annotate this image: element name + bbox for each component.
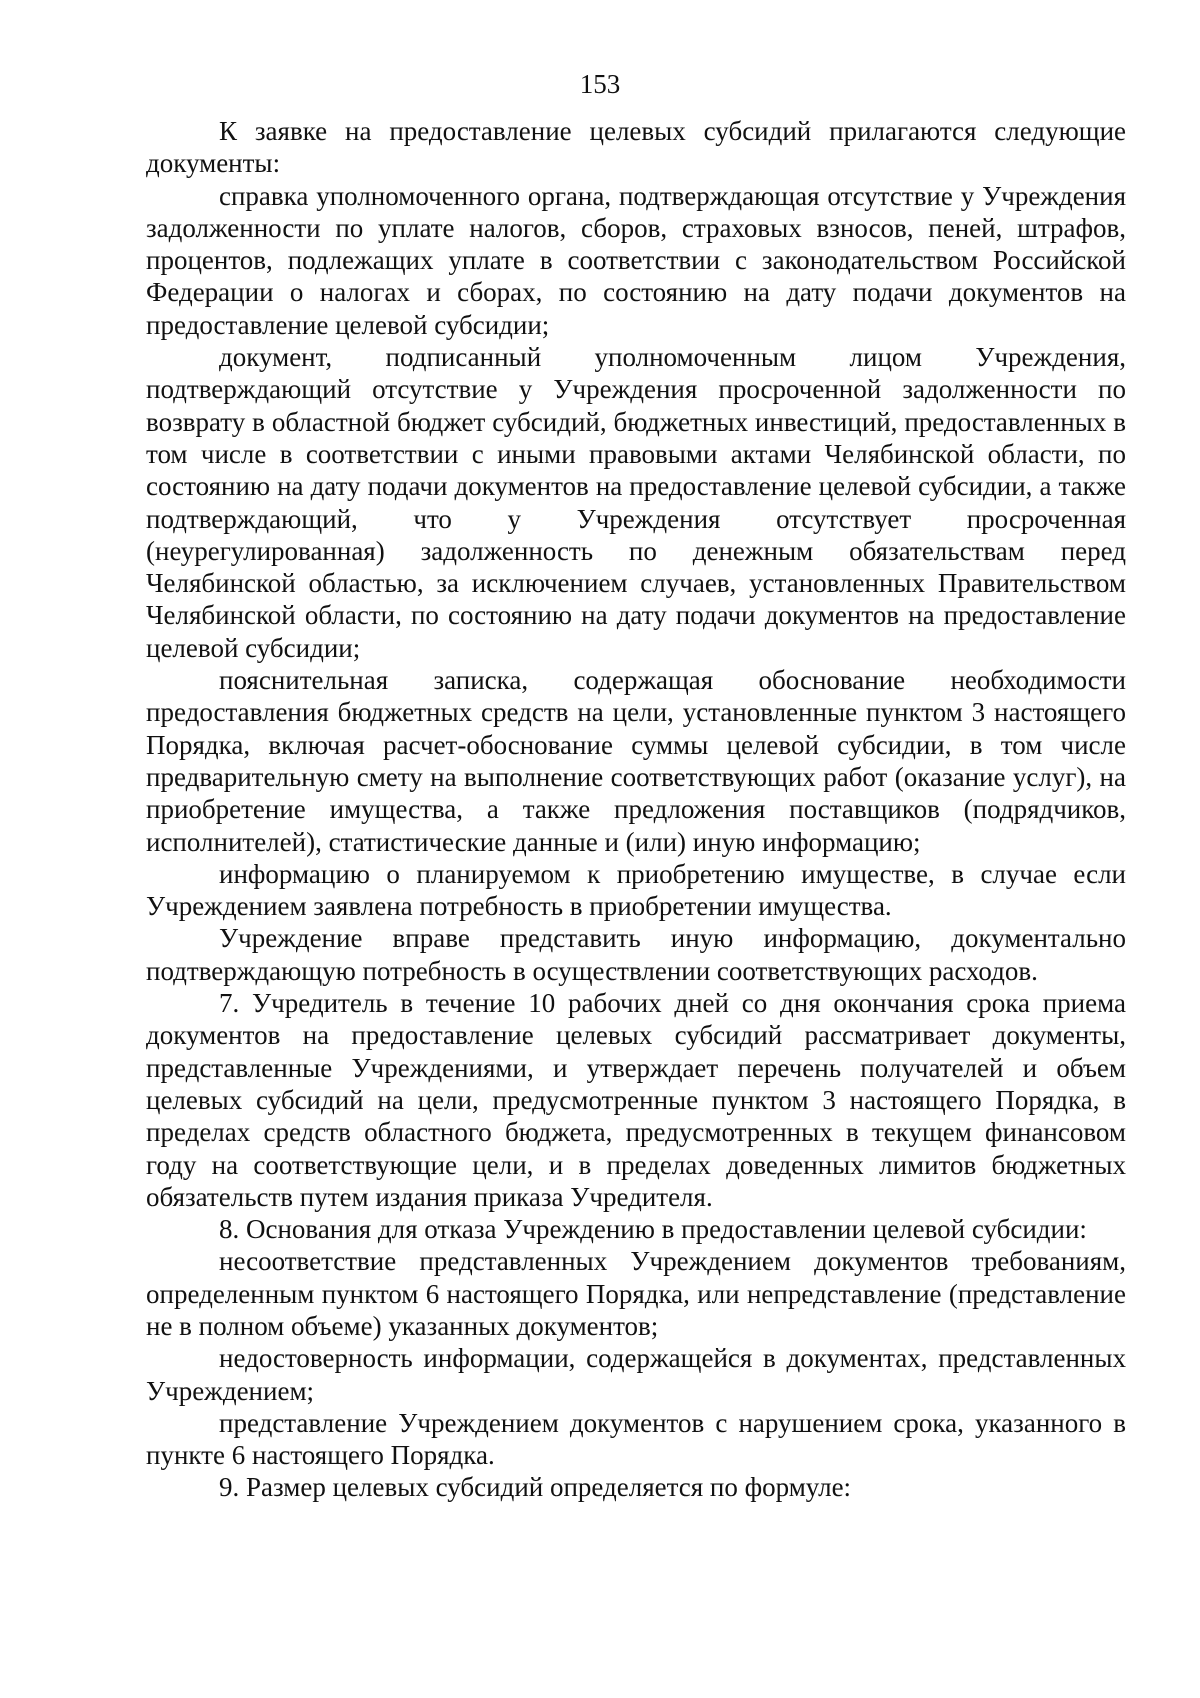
paragraph-signed-document: документ, подписанный уполномоченным лицом Учреждения, подтверждающий отсутствие у Учреждения просроченной задолженности по возврату в областной бюджет субсидий, бюджетных инвестиций, предоставленных в том числе в соответствии с иными правовыми актами Челябинской области, по состоянию на дату подачи документов на предоставление целевой субсидии, а также подтверждающий, что у Учреждения отсутствует просроченная (неурегулированная) задолженность по денежным обязательствам перед Челябинской областью, за исключением случаев, установленных Правительством Челябинской области, по состоянию на дату подачи документов на предоставление целевой субсидии; [146, 342, 1126, 663]
paragraph-property-info: информацию о планируемом к приобретению имуществе, в случае если Учреждением заявлена потребность в приобретении имущества. [146, 858, 1126, 922]
paragraph-late-submission: представление Учреждением документов с нарушением срока, указанного в пункте 6 настоящего Порядка. [146, 1407, 1126, 1471]
paragraph-unreliable-info: недостоверность информации, содержащейся в документах, представленных Учреждением; [146, 1343, 1126, 1406]
paragraph-item-8: 8. Основания для отказа Учреждению в предоставлении целевой субсидии: [219, 1214, 1087, 1245]
paragraph-application-documents: К заявке на предоставление целевых субсидий прилагаются следующие документы: [146, 116, 1126, 179]
paragraph-other-info: Учреждение вправе представить иную информацию, документально подтверждающую потребность в осуществлении соответствующих расходов. [146, 923, 1126, 986]
paragraph-tax-certificate: справка уполномоченного органа, подтверждающая отсутствие у Учреждения задолженности по уплате налогов, сборов, страховых взносов, пеней, штрафов, процентов, подлежащих уплате в соответствии с законодательством Российской Федерации о налогах и сборах, по состоянию на дату подачи документов на предоставление целевой субсидии; [146, 180, 1126, 340]
page-number: 153 [579, 69, 621, 99]
paragraph-item-9: 9. Размер целевых субсидий определяется по формуле: [219, 1472, 852, 1503]
paragraph-item-7: 7. Учредитель в течение 10 рабочих дней со дня окончания срока приема документов на предоставление целевых субсидий рассматривает документы, представленные Учреждениями, и утверждает перечень получателей и объем целевых субсидий на цели, предусмотренные пунктом 3 настоящего Порядка, в пределах средств областного бюджета, предусмотренных в текущем финансовом году на соответствующие цели, и в пределах доведенных лимитов бюджетных обязательств путем издания приказа Учредителя. [146, 988, 1126, 1212]
paragraph-explanatory-note: пояснительная записка, содержащая обоснование необходимости предоставления бюджетных средств на цели, установленные пунктом 3 настоящего Порядка, включая расчет-обоснование суммы целевой субсидии, в том числе предварительную смету на выполнение соответствующих работ (оказание услуг), на приобретение имущества, а также предложения поставщиков (подрядчиков, исполнителей), статистические данные и (или) иную информацию; [146, 665, 1126, 857]
paragraph-noncompliance: несоответствие представленных Учреждением документов требованиям, определенным пунктом 6 настоящего Порядка, или непредставление (представление не в полном объеме) указанных документов; [146, 1246, 1126, 1341]
document-body [146, 115, 1126, 1504]
